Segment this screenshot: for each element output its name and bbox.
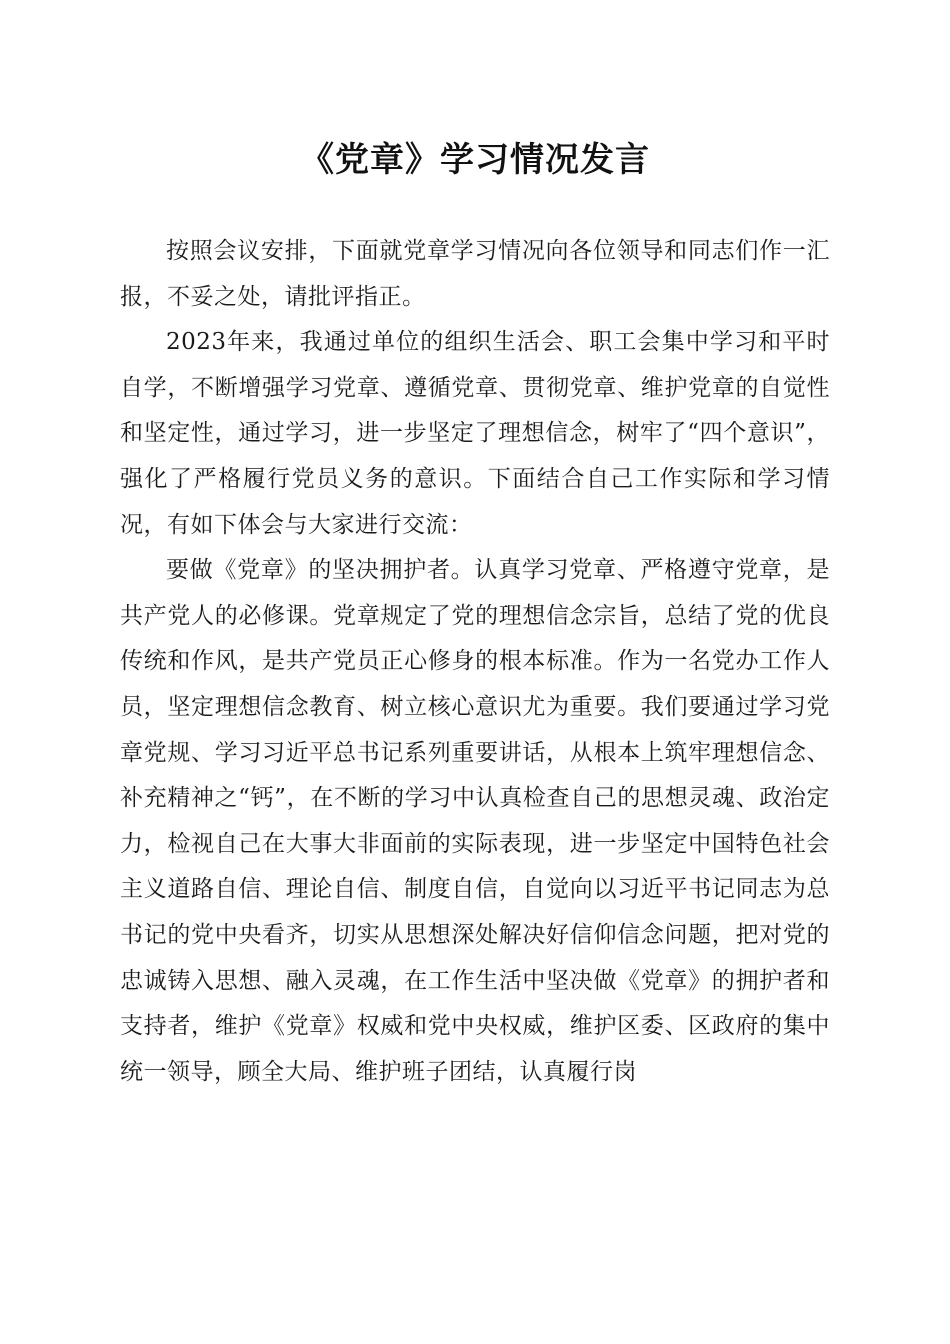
document-body (120, 229, 830, 1095)
paragraph-intro: 按照会议安排，下面就党章学习情况向各位领导和同志们作一汇报，不妥之处，请批评指正。 (120, 238, 830, 310)
paragraph-defender: 要做《党章》的坚决拥护者。认真学习党章、严格遵守党章，是共产党人的必修课。党章规定了党的理想信念宗旨，总结了党的优良传统和作风，是共产党员正心修身的根本标准。作为一名党办工作人员，坚定理想信念教育、树立核心意识尤为重要。我们要通过学习党章党规、学习习近平总书记系列重要讲话，从根本上筑牢理想信念、补充精神之“钙”，在不断的学习中认真检查自己的思想灵魂、政治定力，检视自己在大事大非面前的实际表现，进一步坚定中国特色社会主义道路自信、理论自信、制度自信，自觉向以习近平书记同志为总书记的党中央看齐，切实从思想深处解决好信仰信念问题，把对党的忠诚铸入思想、融入灵魂，在工作生活中坚决做《党章》的拥护者和支持者，维护《党章》权威和党中央权威，维护区委、区政府的集中统一领导，顾全大局、维护班子团结，认真履行岗 (120, 557, 830, 1085)
paragraph-study-overview: 2023年来，我通过单位的组织生活会、职工会集中学习和平时自学，不断增强学习党章、遵循党章、贯彻党章、维护党章的自觉性和坚定性，通过学习，进一步坚定了理想信念，树牢了“四个意识”，强化了严格履行党员义务的意识。下面结合自己工作实际和学习情况，有如下体会与大家进行交流： (120, 329, 830, 538)
document-title: 《党章》学习情况发言 (300, 140, 650, 180)
